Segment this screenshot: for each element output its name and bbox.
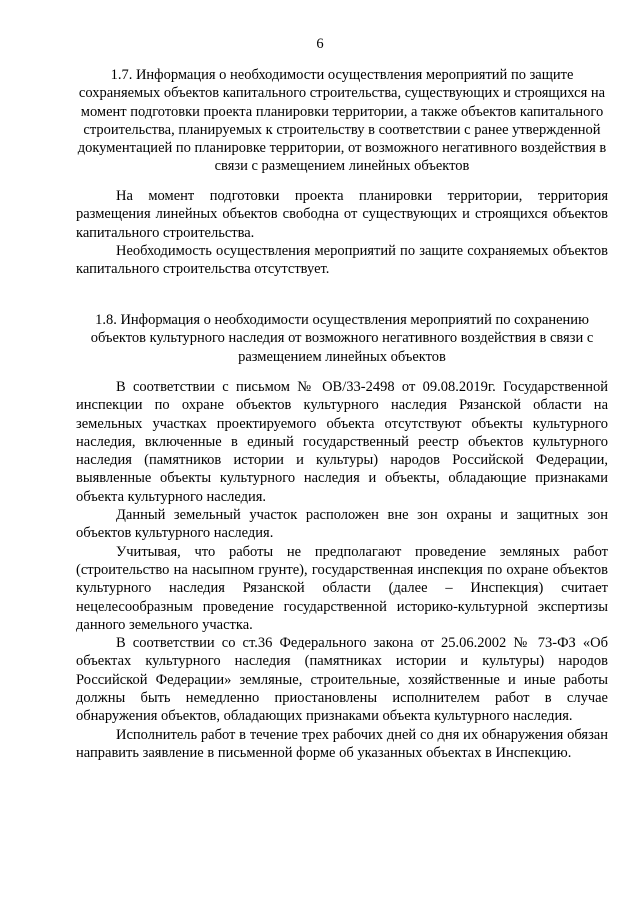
section-1-8-body xyxy=(76,378,608,762)
section-1-8-paragraph: Данный земельный участок расположен вне зон охраны и защитных зон объектов культурного наследия. xyxy=(76,507,608,542)
section-1-8-heading: 1.8. Информация о необходимости осуществления мероприятий по сохранению объектов культурного наследия от возможного негативного воздействия в связи с размещением линейных объектов xyxy=(90,312,594,365)
section-1-7-heading-block xyxy=(76,66,608,176)
page-number: 6 xyxy=(316,36,324,52)
section-1-8-paragraph: Исполнитель работ в течение трех рабочих дней со дня их обнаружения обязан направить заявление в письменной форме об указанных объектах в Инспекцию. xyxy=(76,726,608,761)
section-1-7-body xyxy=(76,187,608,278)
section-1-7-paragraph: Необходимость осуществления мероприятий по защите сохраняемых объектов капитального строительства отсутствует. xyxy=(76,242,608,278)
section-1-8-heading-block xyxy=(76,311,608,366)
section-1-8-paragraph: Учитывая, что работы не предполагают проведение земляных работ (строительство на насыпном грунте), государственная инспекция по охране объектов культурного наследия Рязанской области (далее – Инспекция) считает нецелесообразным проведение государственной историко-культурной экспертизы данного земельного участка. xyxy=(76,543,608,633)
section-1-8-paragraph: В соответствии со ст.36 Федерального закона от 25.06.2002 № 73-ФЗ «Об объектах культурного наследия (памятниках истории и культуры) народов Российской Федерации» земляные, строительные, хозяйственные и иные работы должны быть немедленно приостановлены исполнителем работ в случае обнаружения объектов, обладающих признаками объекта культурного наследия. xyxy=(76,635,608,725)
section-1-7-paragraph: На момент подготовки проекта планировки территории, территория размещения линейных объектов свободна от существующих и строящихся объектов капитального строительства. xyxy=(76,188,608,241)
section-1-7-heading: 1.7. Информация о необходимости осуществления мероприятий по защите сохраняемых объектов капитального строительства, существующих и строящихся на момент подготовки проекта планировки территории, а также объектов капитального строительства, планируемых к строительству в соответствии с ранее утвержденной документацией по планировке территории, от возможного негативного воздействия в связи с размещением линейных объектов xyxy=(77,67,607,175)
section-1-8-paragraph: В соответствии с письмом № ОВ/33-2498 от 09.08.2019г. Государственной инспекции по охране объектов культурного наследия Рязанской области на земельных участках проектируемого объекта отсутствуют объекты культурного наследия, включенные в единый государственный реестр объектов культурного наследия (памятников истории и культуры) народов Российской Федерации, выявленные объекты культурного наследия и объекты, обладающие признаками объекта культурного наследия. xyxy=(76,379,608,505)
